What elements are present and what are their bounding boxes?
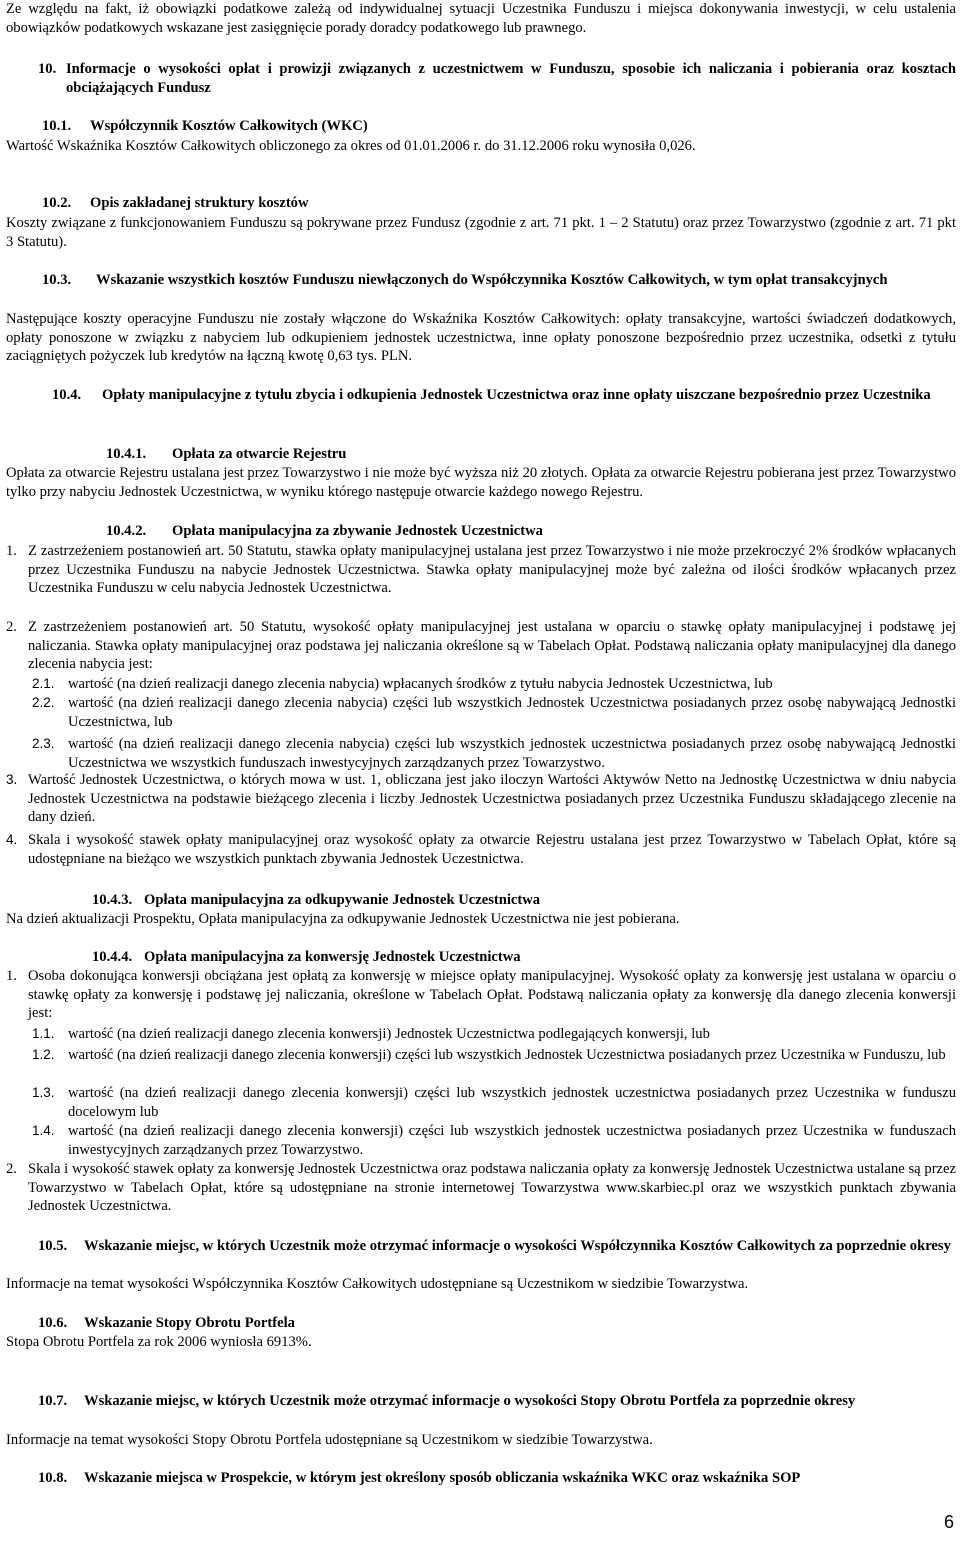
list-item: 1.2. wartość (na dzień realizacji danego zlecenia konwersji) części lub wszystkich Jednostek Uczestnictwa posiadanych przez Uczestnika w Funduszu, lub bbox=[32, 1047, 946, 1063]
section-10-5-heading bbox=[38, 1237, 956, 1256]
section-title: Wskazanie miejsc, w których Uczestnik może otrzymać informacje o wysokości Stopy Obrotu Portfela za poprzednie okresy bbox=[84, 1393, 856, 1409]
list-item: 4. Skala i wysokość stawek opłaty manipulacyjnej oraz wysokość opłaty za otwarcie Rejestru ustalana jest przez Towarzystwo w Tabelach Opłat, które są udostępniane na bieżąco we wszystkich punktach zbywania Jednostek Uczestnictwa. bbox=[6, 832, 956, 867]
section-10-4-2-heading bbox=[106, 522, 956, 541]
section-10-6-heading bbox=[38, 1314, 956, 1333]
section-number: 10.4. bbox=[52, 387, 82, 403]
section-10-1-text: Wartość Wskaźnika Kosztów Całkowitych obliczonego za okres od 01.01.2006 r. do 31.12.2006 roku wynosiła 0,026. bbox=[6, 138, 696, 154]
section-number: 10. bbox=[38, 61, 57, 77]
section-number: 10.5. bbox=[38, 1238, 68, 1254]
section-number: 10.1. bbox=[42, 118, 72, 134]
section-10-2-heading bbox=[42, 194, 956, 213]
list-item: 2.3. wartość (na dzień realizacji danego zlecenia nabycia) części lub wszystkich jednostek uczestnictwa posiadanych przez osobę nabywającą Jednostki Uczestnictwa we wszystkich funduszach inwestycyjnych zarządzanych przez Towarzystwo. bbox=[32, 736, 956, 771]
section-10-3-text: Następujące koszty operacyjne Funduszu nie zostały włączone do Wskaźnika Kosztów Całkowitych: opłaty transakcyjne, wartości świadczeń dodatkowych, opłaty ponoszone w związku z nabyciem lub odkupieniem jednostek uczestnictwa, inne opłaty ponoszone bezpośrednio przez uczestnika, odsetki z tytułu zaciągniętych pożyczek lub kredytów na łączną kwotę 0,63 tys. PLN. bbox=[6, 311, 956, 365]
section-title: Opłata manipulacyjna za zbywanie Jednostek Uczestnictwa bbox=[172, 523, 543, 539]
section-10-8-heading bbox=[38, 1469, 956, 1488]
section-title: Opłata manipulacyjna za konwersję Jednostek Uczestnictwa bbox=[144, 949, 521, 965]
section-10-4-1-text: Opłata za otwarcie Rejestru ustalana jest przez Towarzystwo i nie może być wyższa niż 20 złotych. Opłata za otwarcie Rejestru pobierana jest przez Towarzystwo tylko przy nabyciu Jednostek Uczestnictwa, w wyniku którego następuje otwarcie każdego nowego Rejestru. bbox=[6, 465, 956, 500]
list-item: 1. Z zastrzeżeniem postanowień art. 50 Statutu, stawka opłaty manipulacyjnej ustalana jest przez Towarzystwo i nie może przekroczyć 2% środków wpłacanych przez Uczestnika Funduszu na nabycie Jednostek Uczestnictwa. Stawka opłaty manipulacyjnej może być zależna od ilości środków wpłacanych przez Uczestnika Funduszu w celu nabycia Jednostek Uczestnictwa. bbox=[6, 543, 956, 597]
list-item: 1. Osoba dokonująca konwersji obciążana jest opłatą za konwersję w miejsce opłaty manipulacyjnej. Wysokość opłaty za konwersję jest ustalana w oparciu o stawkę opłaty za konwersję i podstawę jej naliczania, określone w Tabelach Opłat. Podstawą naliczania opłaty za konwersję dla danego zlecenia konwersji jest: bbox=[6, 968, 956, 1022]
section-number: 10.2. bbox=[42, 195, 72, 211]
section-10-4-3-text: Na dzień aktualizacji Prospektu, Opłata manipulacyjna za odkupywanie Jednostek Uczestnictwa nie jest pobierana. bbox=[6, 911, 680, 927]
section-10-4-3-heading bbox=[92, 891, 956, 910]
section-10-heading bbox=[38, 60, 956, 97]
page-number: 6 bbox=[943, 1512, 954, 1532]
section-10-4-heading bbox=[52, 386, 956, 405]
section-title: Opłata za otwarcie Rejestru bbox=[172, 446, 347, 462]
section-title: Wskazanie wszystkich kosztów Funduszu niewłączonych do Współczynnika Kosztów Całkowitych, w tym opłat transakcyjnych bbox=[96, 272, 888, 288]
section-number: 10.6. bbox=[38, 1315, 68, 1331]
section-title: Wskazanie miejsc, w których Uczestnik może otrzymać informacje o wysokości Współczynnika Kosztów Całkowitych za poprzednie okresy bbox=[84, 1238, 951, 1254]
list-item: 2.1. wartość (na dzień realizacji danego zlecenia nabycia) wpłacanych środków z tytułu nabycia Jednostek Uczestnictwa, lub bbox=[32, 676, 773, 692]
list-item: 1.3. wartość (na dzień realizacji danego zlecenia konwersji) części lub wszystkich jednostek uczestnictwa posiadanych przez Uczestnika w funduszu docelowym lub bbox=[32, 1085, 956, 1120]
section-10-3-heading bbox=[42, 271, 956, 290]
section-10-2-text: Koszty związane z funkcjonowaniem Funduszu są pokrywane przez Fundusz (zgodnie z art. 71 pkt. 1 – 2 Statutu) oraz przez Towarzystwo (zgodnie z art. 71 pkt 3 Statutu). bbox=[6, 215, 956, 250]
section-10-7-text: Informacje na temat wysokości Stopy Obrotu Portfela udostępniane są Uczestnikom w siedzibie Towarzystwa. bbox=[6, 1432, 653, 1448]
section-10-1-heading bbox=[42, 117, 956, 136]
section-title: Opłaty manipulacyjne z tytułu zbycia i odkupienia Jednostek Uczestnictwa oraz inne opłaty uiszczane bezpośrednio przez Uczestnika bbox=[102, 387, 931, 403]
section-number: 10.4.2. bbox=[106, 523, 147, 539]
section-10-5-text: Informacje na temat wysokości Współczynnika Kosztów Całkowitych udostępniane są Uczestnikom w siedzibie Towarzystwa. bbox=[6, 1276, 749, 1292]
section-title: Informacje o wysokości opłat i prowizji związanych z uczestnictwem w Funduszu, sposobie ich naliczania i pobierania oraz kosztach obciążających Fundusz bbox=[66, 61, 956, 96]
list-item: 2. Skala i wysokość stawek opłaty za konwersję Jednostek Uczestnictwa oraz podstawa naliczania opłaty za konwersję Jednostek Uczestnictwa ustalane są przez Towarzystwo w Tabelach Opłat, które są udostępniane na stronie internetowej Towarzystwa www.skarbiec.pl oraz we wszystkich punktach zbywania Jednostek Uczestnictwa. bbox=[6, 1161, 956, 1215]
intro-paragraph: Ze względu na fakt, iż obowiązki podatkowe zależą od indywidualnej sytuacji Uczestnika Funduszu i miejsca dokonywania inwestycji, w celu ustalenia obowiązków podatkowych wskazane jest zasięgnięcie porady doradcy podatkowego lub prawnego. bbox=[6, 1, 956, 36]
section-title: Współczynnik Kosztów Całkowitych (WKC) bbox=[90, 118, 368, 134]
section-number: 10.8. bbox=[38, 1470, 68, 1486]
list-item: 2. Z zastrzeżeniem postanowień art. 50 Statutu, wysokość opłaty manipulacyjnej jest ustalana w oparciu o stawkę opłaty manipulacyjnej i podstawę jej naliczania. Stawka opłaty manipulacyjnej oraz podstawa jej naliczania określone są w Tabelach Opłat. Podstawą naliczania opłaty manipulacyjnej dla danego zlecenia nabycia jest: bbox=[6, 619, 956, 673]
list-item: 1.1. wartość (na dzień realizacji danego zlecenia konwersji) Jednostek Uczestnictwa podlegających konwersji, lub bbox=[32, 1026, 710, 1042]
section-10-4-1-heading bbox=[106, 445, 956, 464]
list-item: 2.2. wartość (na dzień realizacji danego zlecenia nabycia) części lub wszystkich Jednostek Uczestnictwa posiadanych przez osobę nabywającą Jednostki Uczestnictwa, lub bbox=[32, 695, 956, 730]
section-number: 10.4.3. bbox=[92, 892, 133, 908]
section-10-6-text: Stopa Obrotu Portfela za rok 2006 wyniosła 6913%. bbox=[6, 1334, 312, 1350]
section-title: Opis zakładanej struktury kosztów bbox=[90, 195, 309, 211]
section-title: Wskazanie miejsca w Prospekcie, w którym jest określony sposób obliczania wskaźnika WKC oraz wskaźnika SOP bbox=[84, 1470, 801, 1486]
section-10-4-4-heading bbox=[92, 948, 956, 967]
section-number: 10.3. bbox=[42, 272, 72, 288]
section-number: 10.4.4. bbox=[92, 949, 133, 965]
section-number: 10.4.1. bbox=[106, 446, 147, 462]
list-item: 3. Wartość Jednostek Uczestnictwa, o których mowa w ust. 1, obliczana jest jako iloczyn Wartości Aktywów Netto na Jednostkę Uczestnictwa w dniu nabycia Jednostek Uczestnictwa na podstawie bieżącego zlecenia i liczby Jednostek Uczestnictwa posiadanych przez Uczestnika Funduszu składającego zlecenie na dany dzień. bbox=[6, 772, 956, 826]
section-title: Opłata manipulacyjna za odkupywanie Jednostek Uczestnictwa bbox=[144, 892, 541, 908]
list-item: 1.4. wartość (na dzień realizacji danego zlecenia konwersji) części lub wszystkich jednostek uczestnictwa posiadanych przez Uczestnika w funduszach inwestycyjnych zarządzanych przez Towarzystwo. bbox=[32, 1123, 956, 1158]
section-10-7-heading bbox=[38, 1392, 956, 1411]
section-title: Wskazanie Stopy Obrotu Portfela bbox=[84, 1315, 295, 1331]
section-number: 10.7. bbox=[38, 1393, 68, 1409]
